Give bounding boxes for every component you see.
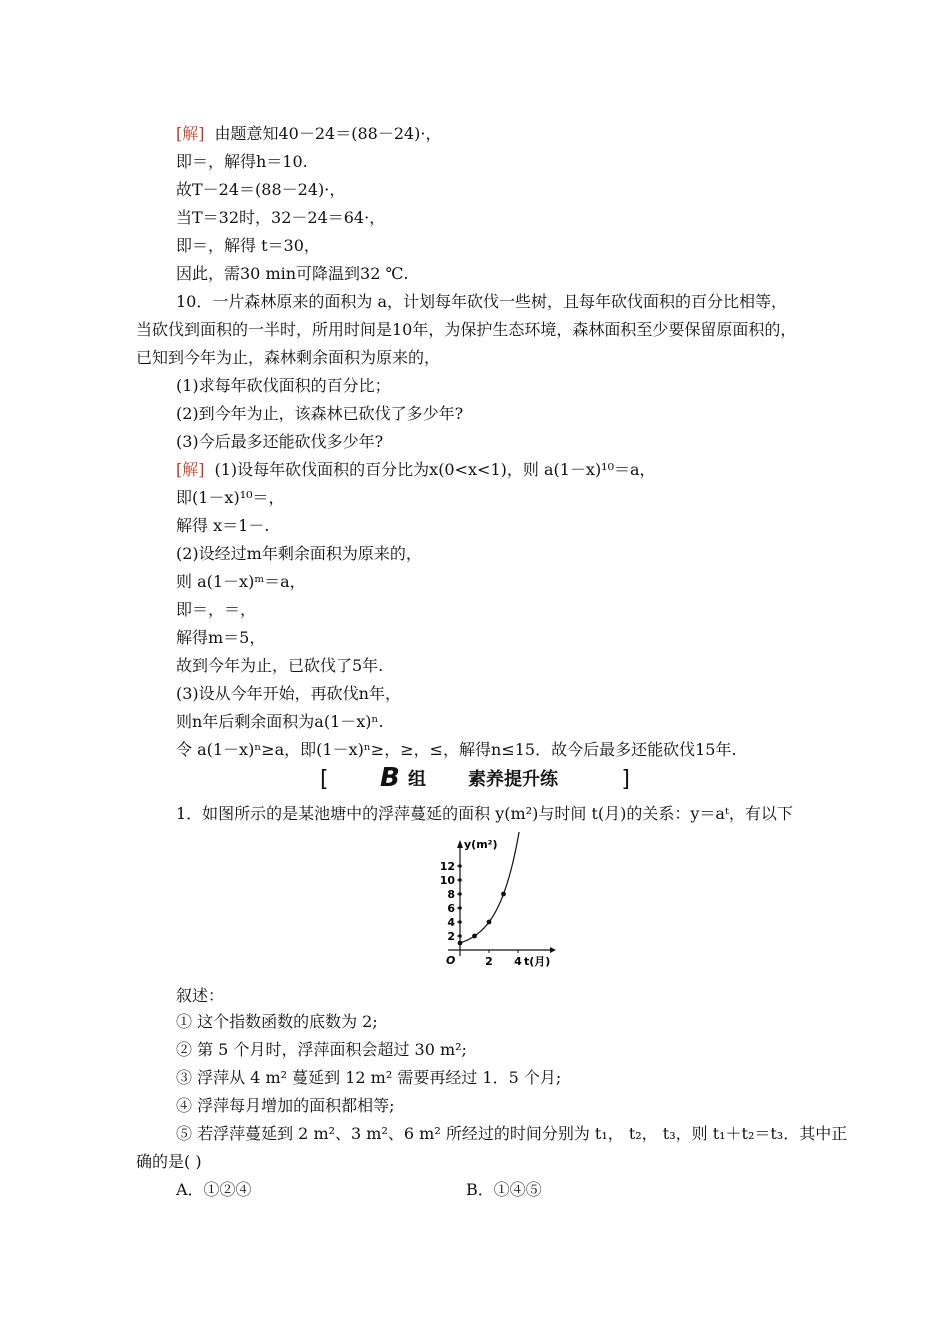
y-axis-dot-12 <box>458 864 462 868</box>
y-tick-label-6: 6 <box>447 902 455 915</box>
solution-tag: [解] <box>176 124 205 143</box>
solution-tag: [解] <box>176 460 205 479</box>
problemB1-after-1: 叙述： <box>176 986 225 1005</box>
y-tick-label-2: 2 <box>447 930 455 943</box>
solution9-line-2: 即＝，解得h＝10. <box>176 152 308 171</box>
problem10-question-3: (3)今后最多还能砍伐多少年? <box>176 432 384 451</box>
solution10-line-9: (3)设从今年开始，再砍伐n年， <box>176 684 401 703</box>
x-axis-label: t(月) <box>524 955 551 968</box>
problem10-question-1: (1)求每年砍伐面积的百分比； <box>176 376 391 395</box>
option-b: B．①④⑤ <box>466 1180 542 1199</box>
problemB1-statement-5: ⑤ 若浮萍蔓延到 2 m²、3 m²、6 m² 所经过的时间分别为 t₁， t₂， t₃，则 t₁＋t₂＝t₃．其中正 <box>176 1124 848 1143</box>
x-tick-label-4: 4 <box>514 955 522 968</box>
section-close-bracket: ] <box>621 767 630 792</box>
solution10-line-3: 解得 x＝1－. <box>176 516 270 535</box>
section-open-bracket: [ <box>320 767 329 792</box>
section-title: 素养提升练 <box>468 769 558 790</box>
solution9-line-1: [解] 由题意知40－24＝(88－24)·， <box>176 124 442 143</box>
solution10-line-7: 解得m＝5， <box>176 628 266 647</box>
y-tick-label-4: 4 <box>447 916 455 929</box>
section-group-label: 组 <box>408 769 426 790</box>
y-axis-arrow <box>457 840 463 848</box>
y-axis-dot-6 <box>458 906 462 910</box>
problemB1-statement-1: ① 这个指数函数的底数为 2; <box>176 1012 378 1031</box>
y-tick-label-12: 12 <box>439 860 455 873</box>
y-axis-dot-2 <box>458 934 462 938</box>
origin-label: O <box>446 954 456 967</box>
data-point-0 <box>458 941 463 946</box>
solution10-line-10: 则n年后剩余面积为a(1－x)ⁿ. <box>176 712 384 731</box>
y-axis-dot-8 <box>458 892 462 896</box>
solution10-line-6: 即＝，＝， <box>176 600 257 619</box>
section-heading <box>320 764 630 796</box>
data-point-3 <box>501 892 506 897</box>
solution10-line-11: 令 a(1－x)ⁿ≥a，即(1－x)ⁿ≥，≥，≤，解得n≤15．故今后最多还能砍伐15年. <box>176 740 737 759</box>
solution9-line-5: 即＝，解得 t＝30， <box>176 236 320 255</box>
problemB1-statement-2: ② 第 5 个月时，浮萍面积会超过 30 m²; <box>176 1040 467 1059</box>
growth-chart <box>430 832 560 974</box>
y-tick-label-8: 8 <box>447 888 455 901</box>
data-point-1 <box>472 934 477 939</box>
solution10-line-8: 故到今年为止，已砍伐了5年. <box>176 656 384 675</box>
problem10-line-2: 当砍伐到面积的一半时，所用时间是10年，为保护生态环境，森林面积至少要保留原面积的， <box>136 320 797 339</box>
solution10-line-4: (2)设经过m年剩余面积为原来的， <box>176 544 422 563</box>
problem10-line-1: 10．一片森林原来的面积为 a，计划每年砍伐一些树，且每年砍伐面积的百分比相等， <box>176 292 787 311</box>
solution9-line-3: 故T－24＝(88－24)·， <box>176 180 346 199</box>
y-axis-label: y(m²) <box>464 838 498 851</box>
problem10-question-2: (2)到今年为止，该森林已砍伐了多少年? <box>176 404 464 423</box>
section-group-letter: B <box>380 763 400 793</box>
problemB1-statement-4: ④ 浮萍每月增加的面积都相等; <box>176 1096 395 1115</box>
problemB1-statement-3: ③ 浮萍从 4 m² 蔓延到 12 m² 需要再经过 1．5 个月; <box>176 1068 562 1087</box>
solution9-line-4: 当T＝32时，32－24＝64·， <box>176 208 386 227</box>
problemB1-intro: 1．如图所示的是某池塘中的浮萍蔓延的面积 y(m²)与时间 t(月)的关系：y＝aᵗ，有以下 <box>176 804 793 823</box>
solution10-line-1: [解] (1)设每年砍伐面积的百分比为x(0<x<1)，则 a(1－x)¹⁰＝a， <box>176 460 656 479</box>
y-tick-label-10: 10 <box>439 874 455 887</box>
y-axis-dot-4 <box>458 920 462 924</box>
solution10-line-2: 即(1－x)¹⁰＝， <box>176 488 285 507</box>
x-tick-label-2: 2 <box>485 955 493 968</box>
data-point-2 <box>487 920 492 925</box>
solution9-line-6: 因此，需30 min可降温到32 ℃. <box>176 264 409 283</box>
y-axis-dot-10 <box>458 878 462 882</box>
option-a: A．①②④ <box>176 1180 252 1199</box>
x-axis-arrow <box>550 947 556 953</box>
problem10-line-3: 已知到今年为止，森林剩余面积为原来的， <box>136 348 441 367</box>
solution10-line-5: 则 a(1－x)ᵐ＝a， <box>176 572 306 591</box>
problemB1-question: 确的是( ) <box>136 1152 202 1171</box>
